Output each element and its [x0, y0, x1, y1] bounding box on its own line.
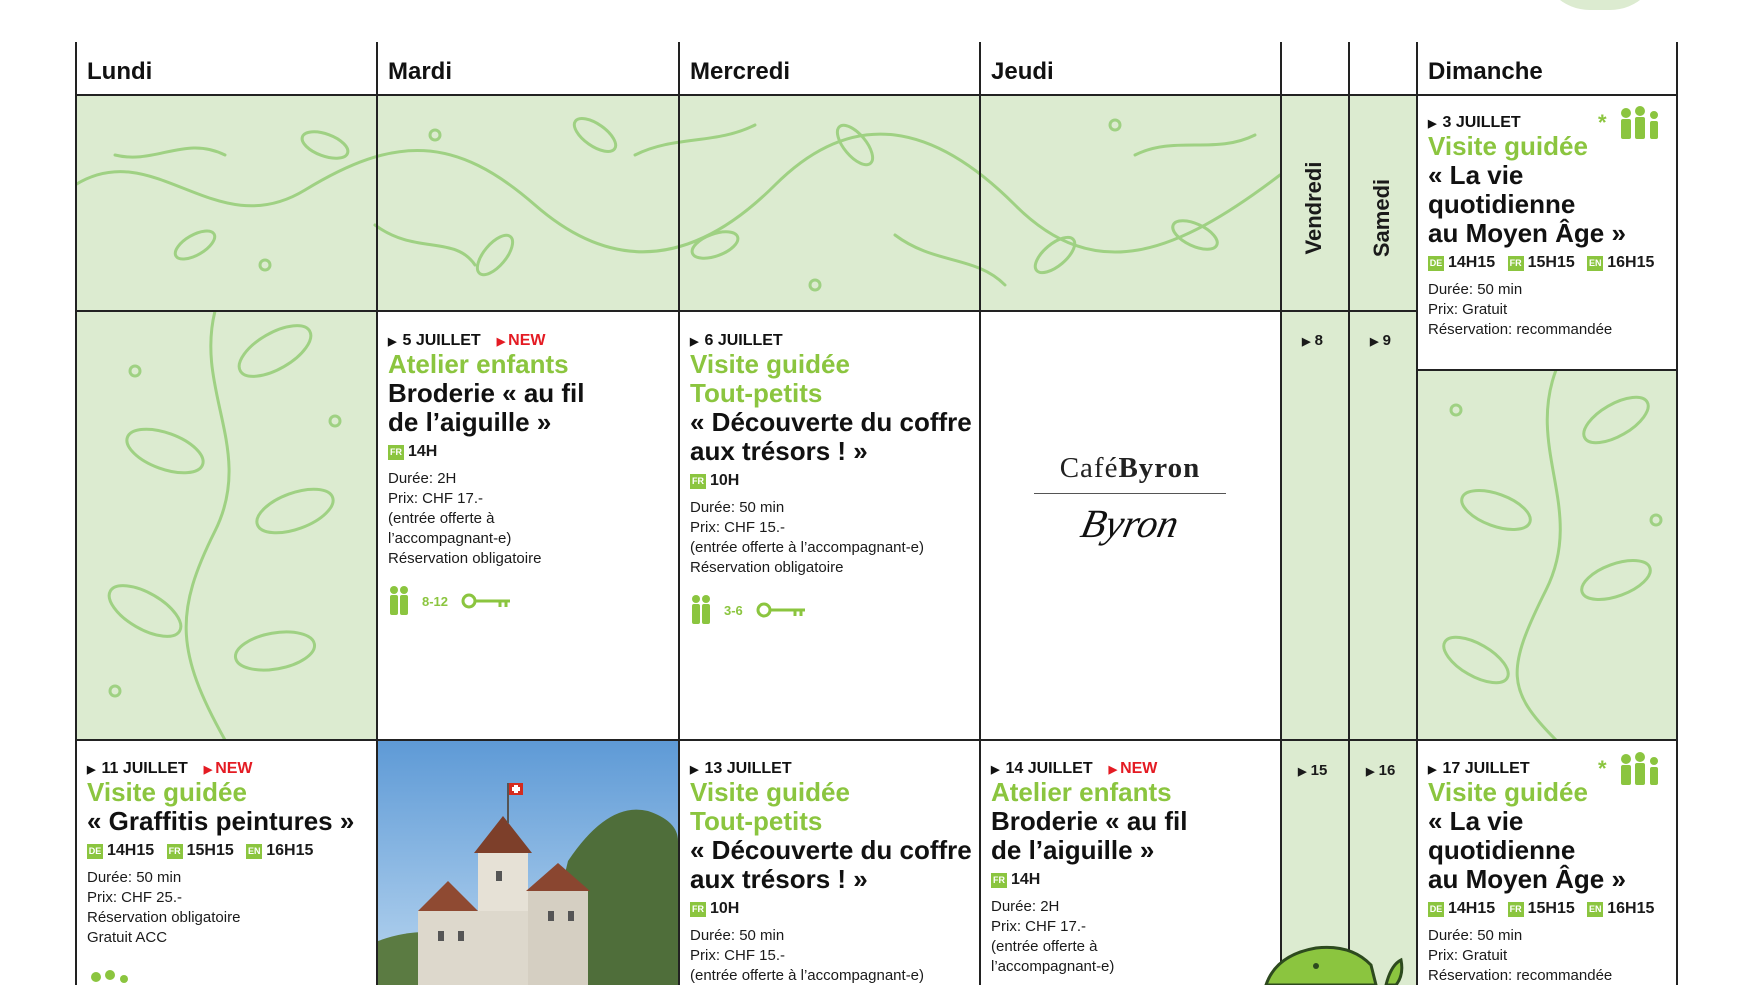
lang-badge: FR	[1508, 902, 1524, 917]
event-title: « Découverte du coffre aux trésors ! »	[690, 835, 972, 894]
event-card-jul14	[991, 760, 1276, 977]
event-card-jul11	[87, 760, 372, 948]
event-times: DE 14H15 FR 15H15 EN 16H15	[1429, 254, 1655, 271]
event-date: ▶ 5 JUILLET ▶ NEW	[388, 332, 546, 349]
event-title: « La vie quotidienne au Moyen Âge »	[1428, 160, 1626, 248]
grid-line	[1348, 42, 1350, 985]
new-badge: ▶ NEW	[496, 332, 546, 349]
event-info: Durée: 50 min Prix: CHF 15.- (entrée offerte à l’accompagnant-e)	[690, 927, 925, 984]
grid-line	[979, 42, 981, 985]
event-card-jul6	[690, 332, 975, 626]
header-samedi: Samedi	[1369, 178, 1394, 258]
age-range: 8-12	[422, 593, 449, 609]
event-info: Durée: 50 min Prix: Gratuit Réservation: recommandée	[1428, 927, 1613, 984]
castle-photo	[378, 741, 678, 985]
day-number-16: ▶ 16	[1366, 762, 1396, 779]
event-info: Durée: 50 min Prix: CHF 25.- Réservation obligatoire Gratuit ACC	[87, 869, 241, 946]
lang-badge: FR	[1508, 256, 1524, 271]
event-category: Atelier enfants	[388, 349, 569, 379]
event-card-jul13	[690, 760, 975, 986]
logo-divider	[1034, 493, 1226, 494]
grid-line	[75, 310, 1416, 312]
event-info: Durée: 50 min Prix: Gratuit Réservation: recommandée	[1428, 281, 1613, 338]
event-times: DE 14H15 FR 15H15 EN 16H15	[88, 842, 314, 859]
grid-line	[678, 42, 680, 985]
grid-line	[75, 739, 1678, 741]
asterisk-icon: *	[1598, 756, 1607, 781]
lang-badge: DE	[1428, 256, 1444, 271]
lang-badge: EN	[246, 844, 262, 859]
children-icon	[388, 585, 410, 617]
children-icon	[690, 594, 712, 626]
event-times: FR 14H	[993, 871, 1041, 888]
lang-badge: FR	[690, 902, 706, 917]
cafe-name-light: Café	[1059, 452, 1119, 484]
asterisk-icon: *	[1598, 110, 1607, 135]
event-info: Durée: 2H Prix: CHF 17.- (entrée offerte à l’accompagnant-e)	[991, 898, 1115, 975]
dragon-mascot-illustration	[1256, 940, 1406, 985]
family-icon	[1618, 106, 1662, 142]
event-category: Visite guidée	[87, 777, 247, 807]
event-title: Broderie « au fil de l’aiguille »	[388, 378, 585, 437]
event-date: ▶ 14 JUILLET ▶ NEW	[991, 760, 1158, 777]
event-date: ▶ 17 JUILLET	[1428, 760, 1530, 777]
event-title: « Graffitis peintures »	[87, 806, 355, 836]
event-card-jul3	[1428, 114, 1668, 340]
event-info: Durée: 2H Prix: CHF 17.- (entrée offerte à l’accompagnant-e) Réservation obligatoire	[388, 470, 542, 567]
event-title: Broderie « au fil de l’aiguille »	[991, 806, 1188, 865]
family-icon	[88, 970, 132, 990]
lang-badge: DE	[1428, 902, 1444, 917]
event-category: Visite guidée	[1428, 131, 1588, 161]
day-number-9: ▶ 9	[1370, 332, 1391, 349]
lang-badge: FR	[690, 474, 706, 489]
lang-badge: FR	[167, 844, 183, 859]
event-card-jul17	[1428, 760, 1668, 986]
header-dimanche: Dimanche	[1428, 58, 1543, 85]
age-range: 3-6	[724, 602, 743, 618]
floral-ornament-stem-left	[75, 311, 377, 740]
event-date: ▶ 6 JUILLET	[690, 332, 783, 349]
event-category: Visite guidée Tout-petits	[690, 349, 850, 408]
grid-line	[1416, 42, 1418, 985]
event-times: FR 10H	[692, 472, 740, 489]
byron-signature: Byron	[1077, 501, 1183, 546]
header-mercredi: Mercredi	[690, 58, 791, 85]
event-times: FR 10H	[692, 900, 740, 917]
lang-badge: DE	[87, 844, 103, 859]
grid-line	[1416, 369, 1678, 371]
header-mardi: Mardi	[388, 58, 453, 85]
grid-line	[75, 42, 77, 985]
event-category: Atelier enfants	[991, 777, 1172, 807]
header-jeudi: Jeudi	[991, 58, 1054, 85]
event-date: ▶ 13 JUILLET	[690, 760, 792, 777]
event-times: DE 14H15 FR 15H15 EN 16H15	[1429, 900, 1655, 917]
lang-badge: EN	[1587, 902, 1603, 917]
grid-line	[1280, 42, 1282, 985]
event-date: ▶ 11 JUILLET ▶ NEW	[87, 760, 253, 777]
event-icons	[690, 594, 975, 626]
event-title: « La vie quotidienne au Moyen Âge »	[1428, 806, 1626, 894]
new-badge: ▶ NEW	[203, 760, 253, 777]
new-badge: ▶ NEW	[1108, 760, 1158, 777]
grid-line	[75, 94, 1678, 96]
event-info: Durée: 50 min Prix: CHF 15.- (entrée offerte à l’accompagnant-e) Réservation obligatoire	[690, 499, 925, 576]
event-category: Visite guidée	[1428, 777, 1588, 807]
lang-badge: FR	[388, 445, 404, 460]
family-icon	[1618, 752, 1662, 788]
header-vendredi: Vendredi	[1301, 161, 1326, 255]
grid-line	[1676, 42, 1678, 985]
event-title: « Découverte du coffre aux trésors ! »	[690, 407, 972, 466]
key-icon	[460, 591, 512, 611]
event-date: ▶ 3 JUILLET	[1428, 114, 1521, 131]
header-lundi: Lundi	[87, 58, 153, 85]
lang-badge: FR	[991, 873, 1007, 888]
event-times: FR 14H	[390, 443, 438, 460]
lang-badge: EN	[1587, 256, 1603, 271]
key-icon	[755, 600, 807, 620]
event-icons	[388, 585, 673, 617]
event-card-jul5	[388, 332, 673, 617]
decorative-blob	[1540, 0, 1660, 10]
event-category: Visite guidée Tout-petits	[690, 777, 850, 836]
day-number-15: ▶ 15	[1298, 762, 1328, 779]
day-number-8: ▶ 8	[1302, 332, 1323, 349]
cafe-byron-logo	[1030, 452, 1230, 547]
floral-ornament-stem-right	[1416, 370, 1678, 740]
cafe-name-bold: Byron	[1118, 452, 1201, 484]
